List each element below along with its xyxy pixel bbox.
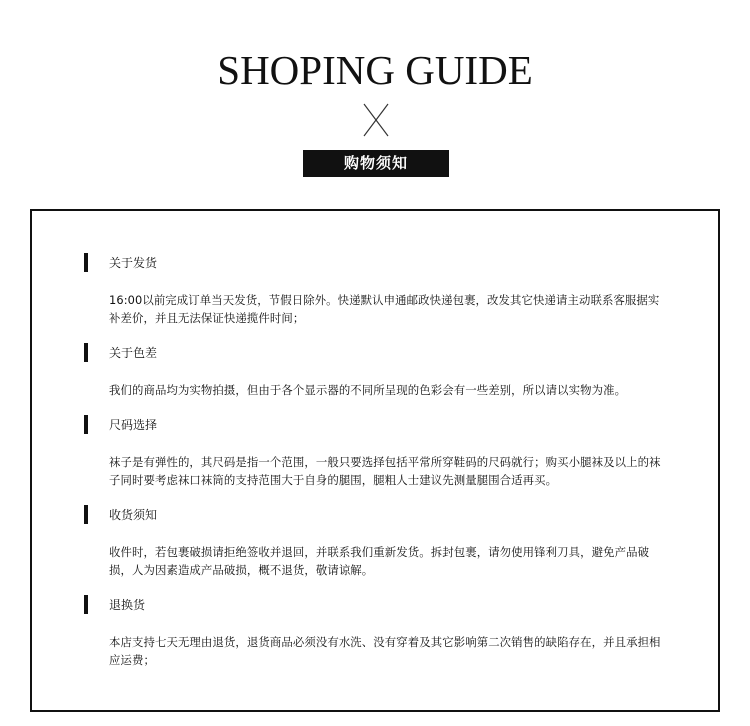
section-text: 收件时，若包裹破损请拒绝签收并退回，并联系我们重新发货。拆封包裹，请勿使用锋利刀具，避免产品破损，人为因素造成产品破损，概不退货，敬请谅解。: [109, 545, 650, 577]
section-text: 16:00以前完成订单当天发货，节假日除外。快递默认申通邮政快递包裹，改发其它快递请主动联系客服据实补差价，并且无法保证快递揽件时间；: [109, 293, 660, 325]
section-text: 袜子是有弹性的，其尺码是指一个范围，一般只要选择包括平常所穿鞋码的尺码就行；购买小腿袜及以上的袜子同时要考虑袜口袜筒的支持范围大于自身的腿围，腿粗人士建议先测量腿围合适再买。: [109, 455, 661, 487]
section-receiving: [84, 505, 684, 579]
heading-bar-icon: [84, 505, 88, 524]
section-heading: [84, 253, 684, 273]
section-heading-text: 收货须知: [109, 508, 158, 522]
section-heading: [84, 343, 684, 363]
section-text: 本店支持七天无理由退货，退货商品必须没有水洗、没有穿着及其它影响第二次销售的缺陷存在，并且承担相应运费；: [109, 635, 661, 667]
section-heading: [84, 505, 684, 525]
section-heading-text: 关于发货: [109, 256, 158, 270]
section-color: [84, 343, 684, 399]
heading-bar-icon: [84, 253, 88, 272]
heading-bar-icon: [84, 595, 88, 614]
cross-divider-icon: [363, 103, 389, 137]
section-heading: [84, 595, 684, 615]
guide-box: [30, 209, 720, 712]
section-size: [84, 415, 684, 489]
page-title: SHOPING GUIDE: [217, 47, 533, 93]
section-heading-text: 关于色差: [109, 346, 158, 360]
heading-bar-icon: [84, 343, 88, 362]
section-shipping: [84, 253, 684, 327]
section-heading: [84, 415, 684, 435]
heading-bar-icon: [84, 415, 88, 434]
section-heading-text: 退换货: [109, 598, 146, 612]
subtitle-badge: 购物须知: [303, 150, 449, 177]
section-heading-text: 尺码选择: [109, 418, 158, 432]
section-returns: [84, 595, 684, 669]
section-text: 我们的商品均为实物拍摄，但由于各个显示器的不同所呈现的色彩会有一些差别，所以请以实物为准。: [109, 383, 627, 397]
